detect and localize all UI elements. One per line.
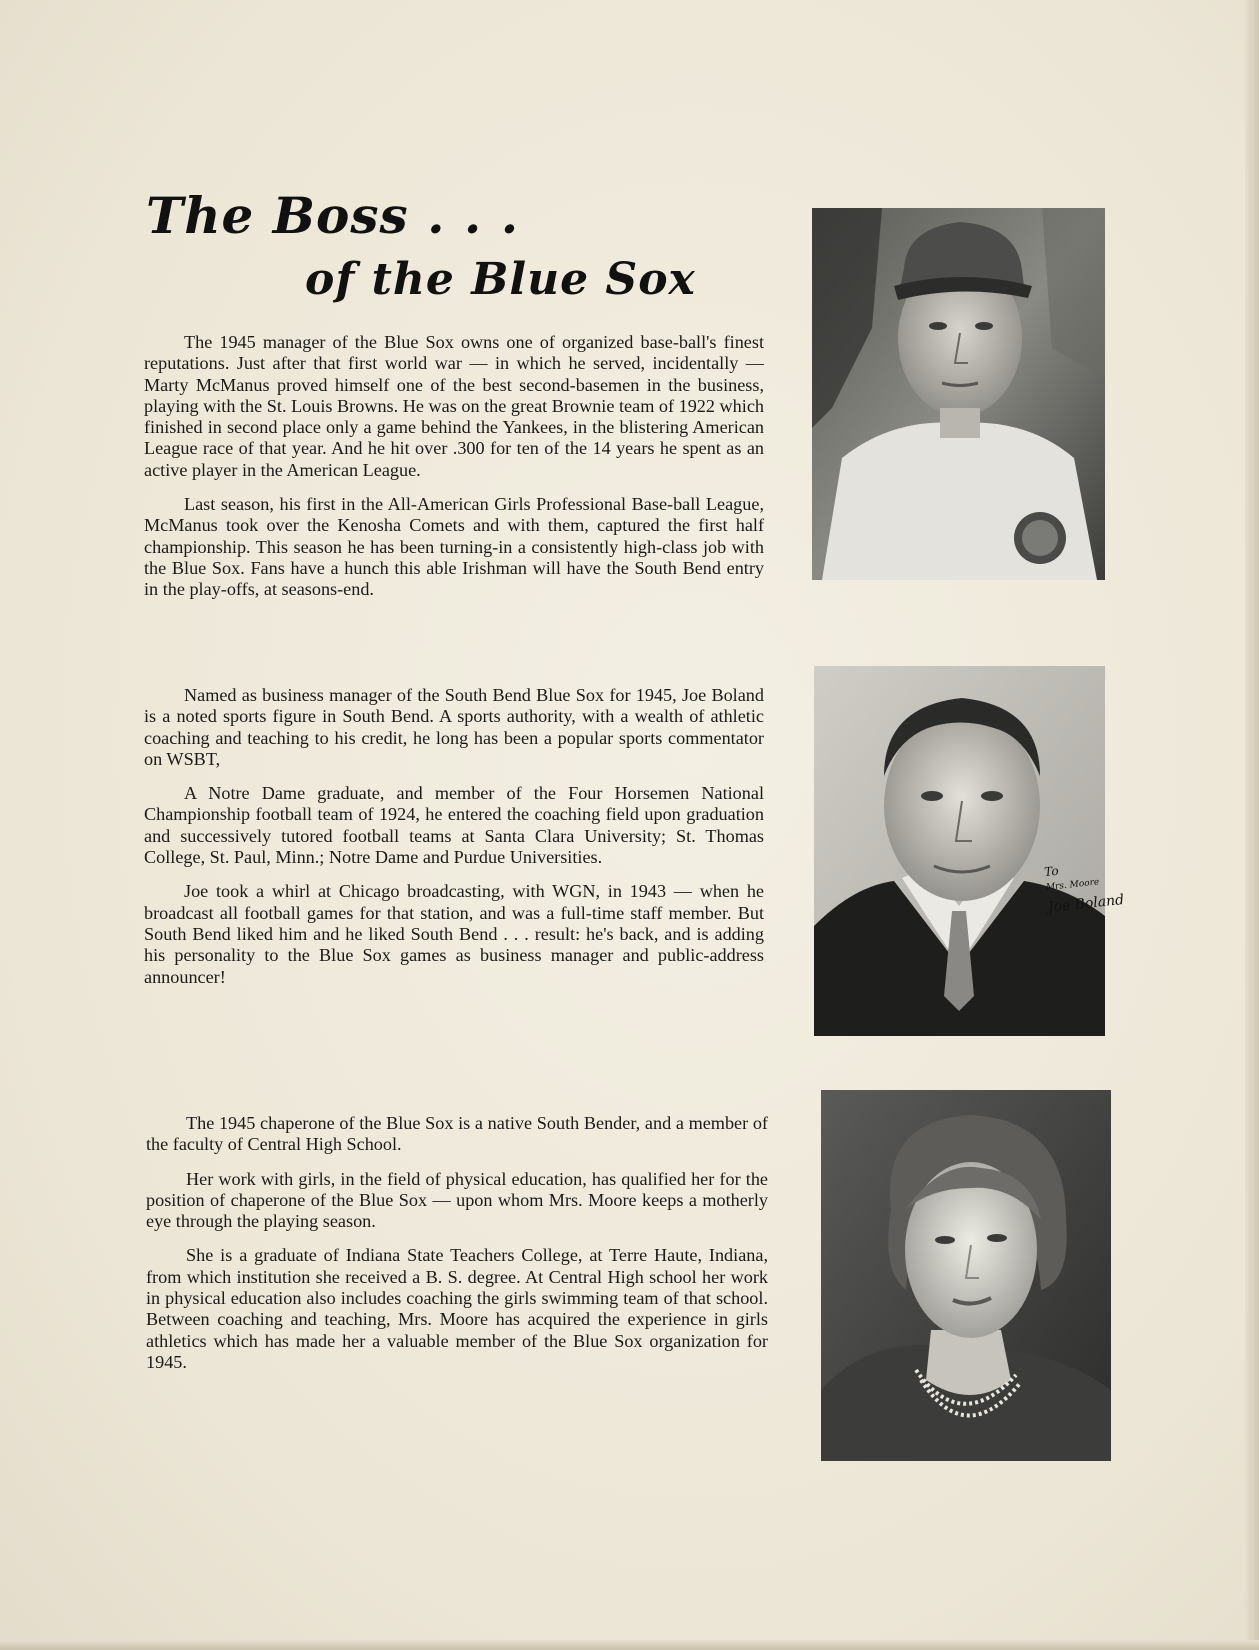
- chaperone-paragraph-1: The 1945 chaperone of the Blue Sox is a native South Bender, and a member of the faculty of Central High School.: [146, 1113, 768, 1155]
- chaperone-section: [146, 1113, 768, 1386]
- chaperone-paragraph-3: She is a graduate of Indiana State Teachers College, at Terre Haute, Indiana, from which institution she received a B. S. degree. At Central High school her work in physical education also includes coaching the girls swimming team of that school. Between coaching and teaching, Mrs. Moore has acquired the experience in girls athletics which has made her a valuable member of the Blue Sox organization for 1945.: [146, 1245, 768, 1372]
- chaperone-paragraph-2: Her work with girls, in the field of physical education, has qualified her for the position of chaperone of the Blue Sox — upon whom Mrs. Moore keeps a motherly eye through the playing season.: [146, 1168, 768, 1232]
- manager-paragraph-1: The 1945 manager of the Blue Sox owns one of organized base-ball's finest reputations. Just after that first world war — in which he served, incidentally — Marty McManus proved himself one of the best second-basemen in the business, playing with the St. Louis Browns. He was on the great Brownie team of 1922 which finished in second place only a game behind the Yankees, in the blistering American League race of that year. And he hit over .300 for ten of the 14 years he spent as an active player in the American League.: [144, 332, 764, 480]
- business-manager-section: [144, 685, 764, 1001]
- autograph-line-1: To: [1043, 863, 1060, 880]
- page-title-line-1: The Boss . . .: [146, 186, 520, 245]
- page-edge-bottom: [0, 1640, 1259, 1650]
- business-manager-paragraph-1: Named as business manager of the South Bend Blue Sox for 1945, Joe Boland is a noted sports figure in South Bend. A sports authority, with a wealth of athletic coaching and teaching to his credit, he long has been a popular sports commentator on WSBT,: [144, 685, 764, 769]
- page-title-line-2: of the Blue Sox: [305, 254, 696, 305]
- chaperone-portrait-photo: [821, 1090, 1111, 1461]
- page-edge-right: [1245, 0, 1259, 1650]
- business-manager-paragraph-3: Joe took a whirl at Chicago broadcasting, with WGN, in 1943 — when he broadcast all football games for that station, and was a full-time staff member. But South Bend liked him and he liked South Bend . . . result: he's back, and is adding his personality to the Blue Sox games as business manager and public-address announcer!: [144, 881, 764, 987]
- manager-portrait-photo: [812, 208, 1105, 580]
- autograph-line-2: Mrs. Moore: [1045, 877, 1100, 893]
- manager-section: [144, 332, 764, 614]
- autograph-signature: [1043, 856, 1124, 916]
- business-manager-portrait-photo: [814, 666, 1105, 1036]
- business-manager-paragraph-2: A Notre Dame graduate, and member of the Four Horsemen National Championship football team of 1924, he entered the coaching field upon graduation and successively tutored football teams at Santa Clara University; St. Thomas College, St. Paul, Minn.; Notre Dame and Purdue Universities.: [144, 783, 764, 868]
- manager-paragraph-2: Last season, his first in the All-American Girls Professional Base-ball League, McManus took over the Kenosha Comets and with them, captured the first half championship. This season he has been turning-in a consistently high-class job with the Blue Sox. Fans have a hunch this able Irishman will have the South Bend entry in the play-offs, at seasons-end.: [144, 494, 764, 600]
- autograph-line-3: Joe Boland: [1047, 891, 1125, 916]
